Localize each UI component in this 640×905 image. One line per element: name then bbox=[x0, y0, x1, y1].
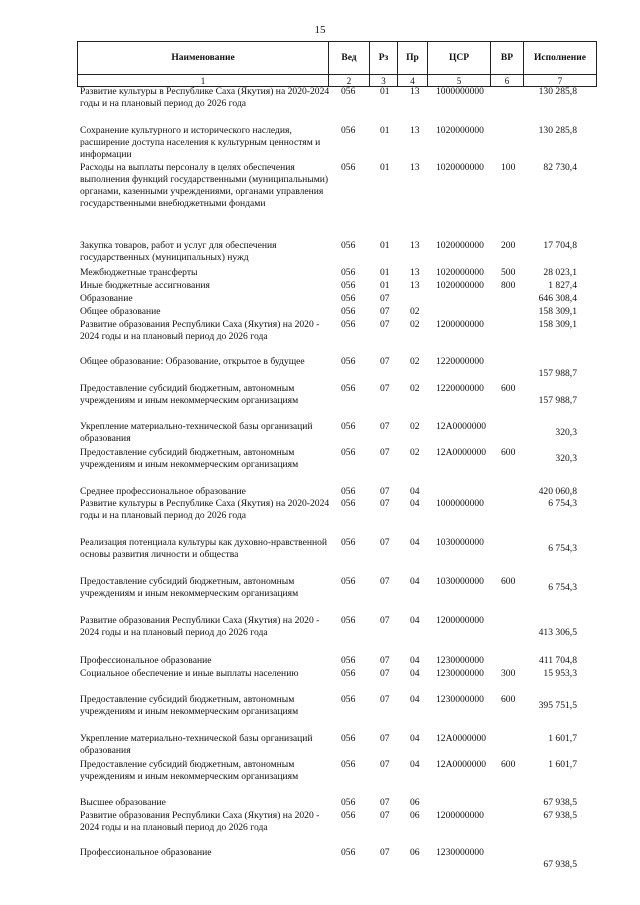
cell-ved: 056 bbox=[341, 655, 356, 666]
cell-pr: 02 bbox=[410, 383, 420, 394]
cell-csr: 1200000000 bbox=[436, 810, 484, 821]
cell-pr: 13 bbox=[410, 162, 420, 173]
col-ved-header: Вед bbox=[329, 42, 370, 75]
cell-rz: 01 bbox=[380, 125, 390, 136]
cell-pr: 04 bbox=[410, 486, 420, 497]
cell-rz: 07 bbox=[380, 733, 390, 744]
cell-rz: 07 bbox=[380, 356, 390, 367]
cell-val: 320,3 bbox=[555, 453, 577, 464]
cell-csr: 1000000000 bbox=[436, 86, 484, 97]
col-num-4: 4 bbox=[398, 75, 428, 87]
cell-csr: 1230000000 bbox=[436, 694, 484, 705]
cell-csr: 1020000000 bbox=[436, 280, 484, 291]
cell-val: 413 306,5 bbox=[538, 627, 577, 638]
cell-rz: 01 bbox=[380, 86, 390, 97]
cell-vr: 600 bbox=[501, 447, 516, 458]
cell-name: Предоставление субсидий бюджетным, автономным учреждениям и иным некоммерческим организациям bbox=[80, 759, 299, 782]
cell-name: Развитие образования Республики Саха (Якутия) на 2020 - 2024 годы и на плановый период до 2026 года bbox=[80, 810, 320, 833]
cell-pr: 04 bbox=[410, 694, 420, 705]
cell-csr: 1230000000 bbox=[436, 655, 484, 666]
cell-ved: 056 bbox=[341, 797, 356, 808]
cell-csr: 1220000000 bbox=[436, 356, 484, 367]
cell-csr: 1030000000 bbox=[436, 537, 484, 548]
cell-name: Высшее образование bbox=[80, 797, 166, 808]
cell-name: Межбюджетные трансферты bbox=[80, 267, 198, 278]
cell-rz: 01 bbox=[380, 280, 390, 291]
cell-pr: 13 bbox=[410, 280, 420, 291]
col-num-3: 3 bbox=[370, 75, 398, 87]
cell-ved: 056 bbox=[341, 280, 356, 291]
cell-ved: 056 bbox=[341, 319, 356, 330]
cell-ved: 056 bbox=[341, 694, 356, 705]
cell-rz: 07 bbox=[380, 486, 390, 497]
cell-ved: 056 bbox=[341, 486, 356, 497]
cell-name: Профессиональное образование bbox=[80, 847, 212, 858]
cell-val: 67 938,5 bbox=[543, 797, 577, 808]
cell-val: 1 601,7 bbox=[548, 759, 577, 770]
cell-val: 1 601,7 bbox=[548, 733, 577, 744]
cell-val: 646 308,4 bbox=[538, 293, 577, 304]
cell-rz: 07 bbox=[380, 293, 390, 304]
cell-name: Предоставление субсидий бюджетным, автономным учреждениям и иным некоммерческим организациям bbox=[80, 694, 299, 717]
cell-name: Развитие образования Республики Саха (Якутия) на 2020 - 2024 годы и на плановый период до 2026 года bbox=[80, 615, 320, 638]
cell-csr: 1230000000 bbox=[436, 668, 484, 679]
cell-vr: 500 bbox=[501, 267, 516, 278]
cell-ved: 056 bbox=[341, 447, 356, 458]
cell-name: Образование bbox=[80, 293, 133, 304]
cell-pr: 13 bbox=[410, 240, 420, 251]
cell-name: Расходы на выплаты персоналу в целях обеспечения выполнения функций государственными (муниципальными) органами, казенными учреждениями, органами управления государственными внебюджетными фондами bbox=[80, 162, 329, 209]
cell-rz: 07 bbox=[380, 383, 390, 394]
cell-csr: 1220000000 bbox=[436, 383, 484, 394]
cell-ved: 056 bbox=[341, 733, 356, 744]
cell-pr: 04 bbox=[410, 615, 420, 626]
cell-rz: 07 bbox=[380, 668, 390, 679]
cell-val: 17 704,8 bbox=[543, 240, 577, 251]
cell-rz: 07 bbox=[380, 797, 390, 808]
cell-pr: 02 bbox=[410, 306, 420, 317]
cell-name: Иные бюджетные ассигнования bbox=[80, 280, 210, 291]
cell-name: Профессиональное образование bbox=[80, 655, 212, 666]
cell-ved: 056 bbox=[341, 125, 356, 136]
cell-csr: 1200000000 bbox=[436, 615, 484, 626]
cell-pr: 02 bbox=[410, 319, 420, 330]
cell-csr: 1020000000 bbox=[436, 162, 484, 173]
cell-pr: 06 bbox=[410, 797, 420, 808]
cell-val: 67 938,5 bbox=[543, 810, 577, 821]
cell-csr: 1230000000 bbox=[436, 847, 484, 858]
cell-name: Предоставление субсидий бюджетным, автономным учреждениям и иным некоммерческим организациям bbox=[80, 447, 299, 470]
col-num-1: 1 bbox=[78, 75, 329, 87]
cell-rz: 07 bbox=[380, 694, 390, 705]
cell-name: Предоставление субсидий бюджетным, автономным учреждениям и иным некоммерческим организациям bbox=[80, 576, 299, 599]
cell-val: 395 751,5 bbox=[538, 700, 577, 711]
cell-rz: 01 bbox=[380, 240, 390, 251]
cell-rz: 07 bbox=[380, 655, 390, 666]
cell-ved: 056 bbox=[341, 537, 356, 548]
col-num-6: 6 bbox=[491, 75, 524, 87]
cell-vr: 600 bbox=[501, 576, 516, 587]
cell-pr: 02 bbox=[410, 356, 420, 367]
cell-rz: 07 bbox=[380, 847, 390, 858]
cell-pr: 04 bbox=[410, 733, 420, 744]
cell-val: 15 953,3 bbox=[543, 668, 577, 679]
cell-pr: 13 bbox=[410, 86, 420, 97]
cell-pr: 02 bbox=[410, 421, 420, 432]
cell-name: Сохранение культурного и исторического наследия, расширение доступа населения к культурным ценностям и информации bbox=[80, 125, 321, 160]
cell-rz: 07 bbox=[380, 576, 390, 587]
cell-vr: 600 bbox=[501, 759, 516, 770]
cell-ved: 056 bbox=[341, 293, 356, 304]
cell-pr: 06 bbox=[410, 847, 420, 858]
cell-vr: 800 bbox=[501, 280, 516, 291]
col-val-header: Исполнение bbox=[524, 42, 597, 75]
cell-ved: 056 bbox=[341, 162, 356, 173]
cell-pr: 04 bbox=[410, 759, 420, 770]
cell-ved: 056 bbox=[341, 240, 356, 251]
cell-val: 28 023,1 bbox=[543, 267, 577, 278]
cell-ved: 056 bbox=[341, 810, 356, 821]
cell-name: Реализация потенциала культуры как духовно-нравственной основы развития личности и общества bbox=[80, 537, 328, 560]
cell-vr: 300 bbox=[501, 668, 516, 679]
cell-rz: 07 bbox=[380, 537, 390, 548]
col-pr-header: Пр bbox=[398, 42, 428, 75]
cell-rz: 07 bbox=[380, 421, 390, 432]
cell-rz: 07 bbox=[380, 498, 390, 509]
cell-ved: 056 bbox=[341, 356, 356, 367]
cell-pr: 04 bbox=[410, 576, 420, 587]
cell-pr: 04 bbox=[410, 655, 420, 666]
col-num-7: 7 bbox=[524, 75, 597, 87]
cell-val: 1 827,4 bbox=[548, 280, 577, 291]
cell-csr: 1020000000 bbox=[436, 267, 484, 278]
cell-ved: 056 bbox=[341, 615, 356, 626]
cell-ved: 056 bbox=[341, 759, 356, 770]
cell-pr: 04 bbox=[410, 498, 420, 509]
cell-pr: 13 bbox=[410, 267, 420, 278]
cell-ved: 056 bbox=[341, 383, 356, 394]
cell-rz: 07 bbox=[380, 810, 390, 821]
col-csr-header: ЦСР bbox=[428, 42, 491, 75]
cell-pr: 04 bbox=[410, 537, 420, 548]
col-name-header: Наименование bbox=[78, 42, 329, 75]
cell-name: Развитие культуры в Республике Саха (Якутия) на 2020-2024 годы и на плановый период до 2026 года bbox=[80, 498, 330, 521]
cell-val: 157 988,7 bbox=[538, 395, 577, 406]
cell-rz: 07 bbox=[380, 319, 390, 330]
cell-pr: 06 bbox=[410, 810, 420, 821]
cell-val: 130 285,8 bbox=[538, 86, 577, 97]
cell-val: 411 704,8 bbox=[538, 655, 577, 666]
cell-vr: 600 bbox=[501, 383, 516, 394]
cell-val: 320,3 bbox=[555, 427, 577, 438]
cell-csr: 1000000000 bbox=[436, 498, 484, 509]
cell-csr: 12A0000000 bbox=[436, 447, 487, 458]
cell-name: Социальное обеспечение и иные выплаты населению bbox=[80, 668, 299, 679]
page-number: 15 bbox=[314, 24, 326, 36]
col-vr-header: ВР bbox=[491, 42, 524, 75]
cell-name: Общее образование bbox=[80, 306, 161, 317]
cell-val: 67 938,5 bbox=[543, 859, 577, 870]
cell-vr: 100 bbox=[501, 162, 516, 173]
cell-name: Развитие образования Республики Саха (Якутия) на 2020 - 2024 годы и на плановый период до 2026 года bbox=[80, 319, 320, 342]
cell-csr: 12A0000000 bbox=[436, 759, 487, 770]
cell-pr: 02 bbox=[410, 447, 420, 458]
cell-ved: 056 bbox=[341, 498, 356, 509]
cell-ved: 056 bbox=[341, 847, 356, 858]
cell-rz: 07 bbox=[380, 447, 390, 458]
cell-csr: 1020000000 bbox=[436, 125, 484, 136]
cell-val: 420 060,8 bbox=[538, 486, 577, 497]
cell-name: Общее образование: Образование, открытое в будущее bbox=[80, 356, 305, 367]
cell-val: 158 309,1 bbox=[538, 306, 577, 317]
cell-rz: 07 bbox=[380, 306, 390, 317]
cell-csr: 12A0000000 bbox=[436, 733, 487, 744]
cell-name: Развитие культуры в Республике Саха (Якутия) на 2020-2024 годы и на плановый период до 2026 года bbox=[80, 86, 330, 109]
cell-ved: 056 bbox=[341, 668, 356, 679]
cell-csr: 1200000000 bbox=[436, 319, 484, 330]
cell-val: 6 754,3 bbox=[548, 498, 577, 509]
cell-name: Предоставление субсидий бюджетным, автономным учреждениям и иным некоммерческим организациям bbox=[80, 383, 299, 406]
cell-pr: 04 bbox=[410, 668, 420, 679]
cell-ved: 056 bbox=[341, 86, 356, 97]
cell-ved: 056 bbox=[341, 421, 356, 432]
cell-vr: 600 bbox=[501, 694, 516, 705]
cell-name: Укрепление материально-технической базы организаций образования bbox=[80, 733, 313, 756]
cell-csr: 1020000000 bbox=[436, 240, 484, 251]
cell-rz: 07 bbox=[380, 759, 390, 770]
cell-rz: 01 bbox=[380, 162, 390, 173]
cell-csr: 1030000000 bbox=[436, 576, 484, 587]
cell-val: 130 285,8 bbox=[538, 125, 577, 136]
cell-ved: 056 bbox=[341, 267, 356, 278]
cell-name: Укрепление материально-технической базы организаций образования bbox=[80, 421, 313, 444]
cell-rz: 01 bbox=[380, 267, 390, 278]
col-num-2: 2 bbox=[329, 75, 370, 87]
cell-ved: 056 bbox=[341, 306, 356, 317]
cell-vr: 200 bbox=[501, 240, 516, 251]
col-num-5: 5 bbox=[428, 75, 491, 87]
cell-name: Среднее профессиональное образование bbox=[80, 486, 246, 497]
cell-rz: 07 bbox=[380, 615, 390, 626]
col-rz-header: Рз bbox=[370, 42, 398, 75]
cell-val: 82 730,4 bbox=[543, 162, 577, 173]
cell-val: 157 988,7 bbox=[538, 368, 577, 379]
cell-ved: 056 bbox=[341, 576, 356, 587]
cell-name: Закупка товаров, работ и услуг для обеспечения государственных (муниципальных) нужд bbox=[80, 240, 277, 263]
cell-csr: 12A0000000 bbox=[436, 421, 487, 432]
cell-val: 158 309,1 bbox=[538, 319, 577, 330]
cell-val: 6 754,3 bbox=[548, 543, 577, 554]
cell-pr: 13 bbox=[410, 125, 420, 136]
cell-val: 6 754,3 bbox=[548, 582, 577, 593]
